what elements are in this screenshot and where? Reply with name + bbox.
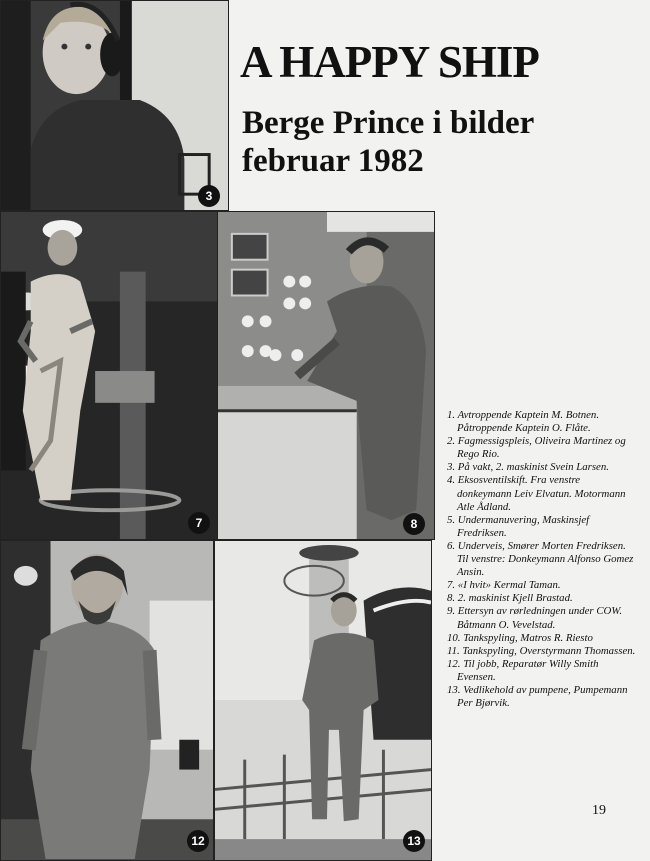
page-subtitle: Berge Prince i bilder februar 1982	[242, 105, 534, 179]
caption-item: 10. Tankspyling, Matros R. Riesto	[447, 631, 593, 644]
caption-item: 3. På vakt, 2. maskinist Svein Larsen.	[447, 461, 609, 474]
photo-number-badge: 12	[187, 830, 209, 852]
photo-3-image	[1, 1, 228, 210]
photo-8-image	[218, 212, 434, 539]
photo-3	[0, 0, 229, 211]
photo-12-image	[1, 541, 213, 860]
caption-item: 4. Eksosventilskift. Fra venstre donkeymann Leiv Elvatun. Motormann Atle Ådland.	[447, 474, 626, 513]
photo-7-image	[1, 212, 217, 539]
caption-item: 6. Underveis, Smører Morten Fredriksen. Til venstre: Donkeymann Alfonso Gomez Ansin.	[447, 539, 634, 579]
photo-8	[217, 211, 435, 540]
caption-item: 5. Undermanuvering, Maskinsjef Fredriksen.	[447, 513, 590, 539]
caption-list	[447, 409, 637, 710]
photo-7	[0, 211, 218, 540]
photo-number-badge: 13	[403, 830, 425, 852]
photo-number-badge: 8	[403, 513, 425, 535]
photo-13	[214, 540, 432, 861]
caption-item: 2. Fagmessigspleis, Oliveira Martinez og Rego Rio.	[447, 435, 626, 461]
caption-item: 8. 2. maskinist Kjell Brastad.	[447, 592, 573, 605]
photo-13-image	[215, 541, 431, 860]
photo-number-badge: 3	[198, 185, 220, 207]
caption-item: 1. Avtroppende Kaptein M. Botnen. Påtroppende Kaptein O. Flåte.	[447, 409, 600, 435]
caption-item: 7. «I hvit» Kermal Taman.	[447, 579, 561, 592]
page-number: 19	[592, 803, 606, 818]
caption-item: 11. Tankspyling, Overstyrmann Thomassen.	[447, 644, 636, 657]
page-title: A HAPPY SHIP	[240, 37, 539, 87]
caption-item: 9. Ettersyn av rørledningen under COW. Båtmann O. Vevelstad.	[447, 605, 623, 631]
caption-item: 13. Vedlikehold av pumpene, Pumpemann Per Bjørvik.	[447, 683, 628, 710]
photo-number-badge: 7	[188, 512, 210, 534]
photo-12	[0, 540, 214, 861]
caption-item: 12. Til jobb, Reparatør Willy Smith Evensen.	[447, 657, 599, 683]
